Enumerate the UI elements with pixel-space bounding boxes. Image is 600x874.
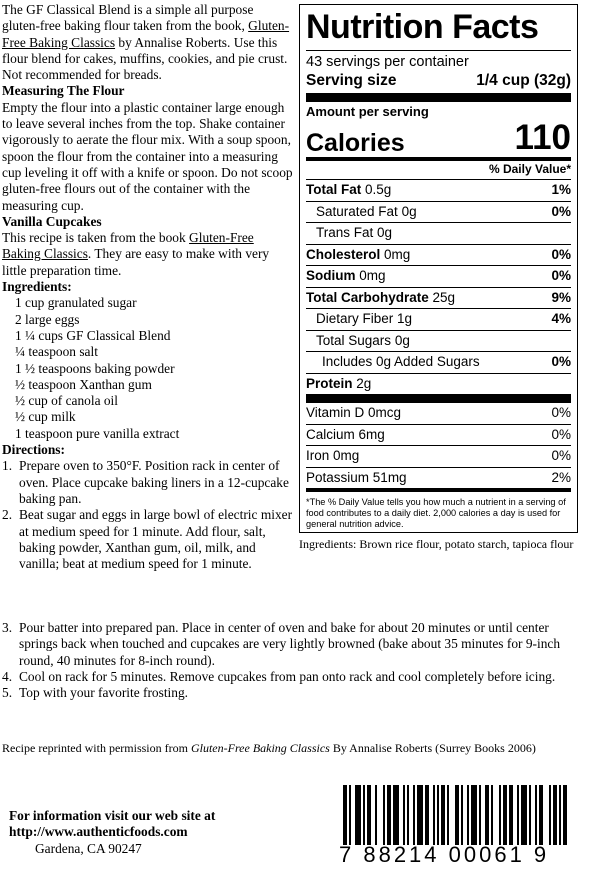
- barcode-bar: [403, 785, 405, 845]
- daily-value-header: % Daily Value*: [488, 162, 571, 176]
- barcode-bar: [413, 785, 415, 845]
- barcode-digits: 7 88214 00061 9: [339, 842, 550, 867]
- book-link[interactable]: Gluten-Free Baking Classics: [2, 18, 290, 50]
- barcode-bar: [471, 785, 477, 845]
- nutrient-daily-value: 0%: [551, 203, 571, 219]
- nutrient-label: [316, 331, 410, 352]
- barcode-bar: [441, 785, 445, 845]
- serving-size-value: 1/4 cup (32g): [476, 72, 571, 89]
- nutrient-daily-value: 4%: [551, 311, 571, 326]
- direction-step: [2, 458, 294, 507]
- vitamin-label: [306, 468, 407, 489]
- credit-book: Gluten-Free Baking Classics: [190, 741, 330, 755]
- barcode-bar: [367, 785, 371, 845]
- nutrient-name: Dietary Fiber: [316, 311, 394, 326]
- nutrient-label: [306, 245, 410, 266]
- nutrient-rows: [306, 179, 571, 394]
- nutrient-row: [306, 201, 571, 223]
- barcode-image: [339, 785, 575, 845]
- nutrient-amount: 25g: [432, 289, 456, 305]
- nutrient-amount: 2g: [356, 375, 372, 391]
- nutrient-label: [306, 288, 455, 309]
- nutrient-row: [306, 373, 571, 395]
- barcode-bar: [553, 785, 557, 845]
- nutrient-amount: 0g: [377, 225, 393, 240]
- servings-per-container: 43 servings per container: [306, 54, 469, 70]
- barcode-bar: [387, 785, 391, 845]
- vitamin-label: [306, 425, 385, 446]
- calories-value: 110: [514, 118, 571, 157]
- divider: [306, 50, 571, 51]
- directions-list-narrow: [2, 458, 294, 572]
- footer-info: [9, 808, 215, 857]
- nutrient-amount: 0g: [394, 332, 410, 348]
- nutrient-row: [306, 308, 571, 330]
- credit-text-2: By Annalise Roberts (Surrey Books 2006): [329, 741, 536, 755]
- nutrient-daily-value: 1%: [551, 182, 571, 197]
- nutrient-label: [316, 223, 392, 244]
- vitamin-row: [306, 424, 571, 446]
- step-text: Top with your favorite frosting.: [19, 685, 189, 701]
- bottom-divider: [306, 488, 571, 492]
- recipe-credit: [2, 741, 592, 755]
- barcode-bar: [425, 785, 429, 845]
- barcode-bar: [343, 785, 347, 845]
- vitamin-row: [306, 445, 571, 467]
- barcode-bar: [509, 785, 513, 845]
- step-text: Prepare oven to 350°F. Position rack in center of oven. Place cupcake baking liners in a 12-cupcake baking pan.: [19, 458, 289, 506]
- ingredient-item: ½ cup milk: [15, 409, 76, 425]
- nutrient-name: Total Fat: [306, 182, 362, 197]
- nutrition-title: Nutrition Facts: [306, 8, 539, 46]
- vitamin-amount: 6mg: [358, 426, 385, 442]
- nutrient-label: [306, 180, 391, 201]
- vitamin-amount: 0mg: [333, 448, 360, 463]
- barcode-bar: [539, 785, 543, 845]
- barcode-bar: [355, 785, 361, 845]
- nutrient-name: Protein: [306, 375, 353, 391]
- barcode-bar: [383, 785, 385, 845]
- nutrient-row: [306, 179, 571, 201]
- barcode-bar: [349, 785, 351, 845]
- ingredient-item: ¼ teaspoon salt: [15, 344, 98, 360]
- barcode-bar: [479, 785, 481, 845]
- vitamin-rows: [306, 403, 571, 488]
- direction-step: [2, 507, 294, 572]
- footer-visit: For information visit our web site at: [9, 808, 216, 823]
- vitamin-row: [306, 467, 571, 489]
- barcode-bar: [549, 785, 551, 845]
- nutrient-row: [306, 244, 571, 266]
- barcode-bar: [503, 785, 507, 845]
- measuring-text: Empty the flour into a plastic container large enough to leave several inches from the top. Shake container vigorously to aerate the flour mix. With a soup spoon, spoon the flour from the container into a measuring cup leveling it off with a knife or spoon. Do not scoop gluten-free flours out of the container with the measuring cup.: [2, 99, 293, 213]
- recipe-intro: [2, 230, 294, 279]
- barcode-bar: [363, 785, 365, 845]
- barcode-bar: [447, 785, 449, 845]
- nutrient-label: [316, 309, 412, 330]
- barcode-bar: [485, 785, 489, 845]
- nutrient-label: [306, 374, 371, 395]
- ingredients-list: [2, 295, 294, 442]
- ingredient-item: 1 teaspoon pure vanilla extract: [15, 425, 180, 441]
- footer-url[interactable]: http://www.authenticfoods.com: [9, 824, 188, 840]
- vitamin-row: [306, 403, 571, 424]
- vitamin-label: [306, 446, 359, 467]
- credit-text: Recipe reprinted with permission from: [2, 741, 191, 755]
- left-column: [2, 2, 294, 572]
- vitamin-daily-value: 0%: [551, 448, 571, 463]
- calories-label: Calories: [306, 129, 405, 157]
- nutrient-name: Trans Fat: [316, 225, 374, 240]
- nutrient-name: Includes 0g Added Sugars: [322, 354, 480, 369]
- intro-text: The GF Classical Blend is a simple all purpose gluten-free baking flour taken from the book,: [2, 2, 254, 34]
- vitamin-name: Iron: [306, 448, 330, 463]
- barcode-bar: [517, 785, 519, 845]
- barcode-bar: [455, 785, 459, 845]
- barcode-bar: [375, 785, 377, 845]
- step-text: Pour batter into prepared pan. Place in center of oven and bake for about 20 minutes or until center springs back when touched and cupcakes are very lightly browned (bake about 35 minutes for 9-inch round, 40 minutes for 8-inch round).: [19, 620, 561, 668]
- calories-row: [306, 119, 571, 157]
- barcode-bar: [529, 785, 531, 845]
- step-number: 4.: [2, 668, 13, 684]
- nutrient-amount: 0mg: [384, 246, 411, 262]
- directions-list-wide: [2, 620, 587, 701]
- vitamin-amount: 0mcg: [368, 405, 402, 420]
- intro-paragraph: [2, 2, 294, 83]
- ingredient-item: 2 large eggs: [15, 311, 80, 327]
- nutrient-daily-value: 9%: [551, 289, 571, 305]
- measuring-heading: Measuring The Flour: [2, 83, 125, 99]
- direction-step: [2, 620, 587, 669]
- step-number: 1.: [2, 458, 13, 474]
- barcode-bar: [461, 785, 463, 845]
- nutrient-daily-value: 0%: [551, 268, 571, 283]
- vitamin-amount: 51mg: [372, 469, 407, 485]
- nutrient-name: Sodium: [306, 268, 356, 283]
- step-text: Cool on rack for 5 minutes. Remove cupcakes from pan onto rack and cool completely before icing.: [19, 668, 556, 684]
- nutrient-row: [306, 265, 571, 287]
- ingredients-heading: Ingredients:: [2, 279, 72, 295]
- daily-value-footnote: *The % Daily Value tells you how much a nutrient in a serving of food contributes to a daily diet. 2,000 calories a day is used for general nutrition advice.: [306, 497, 566, 529]
- nutrient-row: [306, 351, 571, 373]
- barcode-bar: [467, 785, 469, 845]
- nutrient-name: Total Sugars: [316, 332, 392, 348]
- recipe-heading: Vanilla Cupcakes: [2, 213, 102, 229]
- step-number: 5.: [2, 685, 13, 701]
- nutrient-daily-value: 0%: [551, 246, 571, 262]
- vitamin-label: [306, 403, 401, 424]
- directions-heading: Directions:: [2, 442, 65, 458]
- barcode-bar: [563, 785, 567, 845]
- nutrient-row: [306, 330, 571, 352]
- step-number: 2.: [2, 507, 13, 523]
- vitamin-name: Vitamin D: [306, 405, 365, 420]
- nutrient-amount: 1g: [397, 311, 413, 326]
- direction-step: [2, 685, 587, 701]
- barcode-bar: [437, 785, 439, 845]
- nutrient-amount: 0g: [401, 203, 417, 219]
- barcode-bar: [521, 785, 527, 845]
- thick-divider: [306, 93, 571, 102]
- nutrient-amount: 0.5g: [365, 182, 392, 197]
- vitamin-daily-value: 2%: [551, 469, 571, 485]
- amount-per-serving: Amount per serving: [306, 104, 429, 119]
- recipe-book-link[interactable]: Gluten-Free Baking Classics: [2, 230, 254, 262]
- nutrient-label: [306, 266, 386, 287]
- barcode-bar: [417, 785, 423, 845]
- serving-size-label: Serving size: [306, 72, 397, 89]
- serving-size-row: [306, 71, 571, 90]
- recipe-intro-text-2: . They are easy to make with very little preparation time.: [2, 246, 270, 278]
- ingredient-item: ½ cup of canola oil: [15, 393, 118, 409]
- step-text: Beat sugar and eggs in large bowl of electric mixer at medium speed for 1 minute. Add flour, salt, baking powder, Xanthan gum, oil, milk, and vanilla; beat at medium speed for 1 minute.: [19, 507, 293, 572]
- barcode-bar: [407, 785, 409, 845]
- ingredient-item: 1 ¼ cups GF Classical Blend: [15, 327, 171, 343]
- direction-step: [2, 669, 587, 685]
- footer-address: Gardena, CA 90247: [35, 840, 142, 856]
- nutrient-daily-value: 0%: [551, 354, 571, 369]
- vitamin-name: Potassium: [306, 469, 370, 485]
- recipe-intro-text: This recipe is taken from the book: [2, 230, 190, 246]
- nutrient-amount: 0mg: [359, 268, 386, 283]
- nutrient-label: [316, 202, 417, 223]
- vitamin-daily-value: 0%: [551, 405, 571, 420]
- vitamin-daily-value: 0%: [551, 426, 571, 442]
- nutrient-label: [322, 352, 480, 373]
- barcode-bar: [433, 785, 435, 845]
- product-ingredients: Ingredients: Brown rice flour, potato starch, tapioca flour: [299, 537, 574, 551]
- thick-divider-2: [306, 394, 571, 403]
- nutrient-row: [306, 287, 571, 309]
- barcode-bar: [393, 785, 399, 845]
- ingredient-item: 1 cup granulated sugar: [15, 295, 137, 311]
- ingredient-item: ½ teaspoon Xanthan gum: [15, 376, 152, 392]
- nutrient-name: Total Carbohydrate: [306, 289, 429, 305]
- barcode-bar: [559, 785, 561, 845]
- nutrient-name: Cholesterol: [306, 246, 381, 262]
- ingredient-item: 1 ½ teaspoons baking powder: [15, 360, 175, 376]
- barcode-bar: [499, 785, 501, 845]
- barcode-bar: [491, 785, 493, 845]
- step-number: 3.: [2, 620, 13, 635]
- barcode-bar: [535, 785, 537, 845]
- vitamin-name: Calcium: [306, 426, 355, 442]
- nutrient-row: [306, 222, 571, 244]
- nutrient-name: Saturated Fat: [316, 203, 398, 219]
- nutrition-facts-panel: [299, 4, 578, 533]
- intro-text-2: by Annalise Roberts. Use this flour blend for cakes, muffins, cookies, and pie crust. Not recommended for breads.: [2, 34, 288, 83]
